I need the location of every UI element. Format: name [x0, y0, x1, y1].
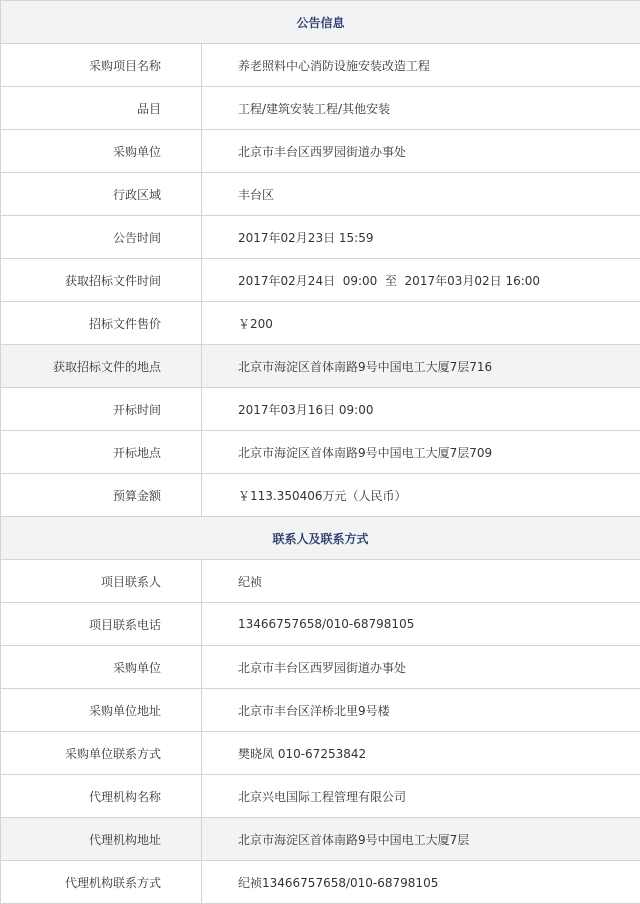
table-row: [1, 603, 640, 646]
table-row: [1, 775, 640, 818]
field-label: 行政区域: [1, 173, 202, 216]
table-row: [1, 431, 640, 474]
table-row: [1, 646, 640, 689]
field-value: 北京市丰台区西罗园街道办事处: [202, 130, 640, 173]
field-value: 纪祯: [202, 560, 640, 603]
table-row: [1, 560, 640, 603]
table-row: [1, 130, 640, 173]
field-label: 代理机构地址: [1, 818, 202, 861]
field-value: 2017年02月23日 15:59: [202, 216, 640, 259]
field-value: 13466757658/010-68798105: [202, 603, 640, 646]
field-value: 丰台区: [202, 173, 640, 216]
table-row: [1, 474, 640, 517]
table-row: [1, 861, 640, 904]
field-value: 樊晓凤 010-67253842: [202, 732, 640, 775]
table-row: [1, 732, 640, 775]
field-label: 获取招标文件的地点: [1, 345, 202, 388]
field-label: 采购项目名称: [1, 44, 202, 87]
field-value: 养老照料中心消防设施安装改造工程: [202, 44, 640, 87]
table-row: [1, 818, 640, 861]
field-value: 北京市丰台区洋桥北里9号楼: [202, 689, 640, 732]
field-value: 纪祯13466757658/010-68798105: [202, 861, 640, 904]
field-value: 2017年03月16日 09:00: [202, 388, 640, 431]
field-value: 北京市海淀区首体南路9号中国电工大厦7层716: [202, 345, 640, 388]
table-row: [1, 302, 640, 345]
table-row: [1, 44, 640, 87]
table-row: [1, 689, 640, 732]
field-label: 采购单位联系方式: [1, 732, 202, 775]
field-label: 采购单位: [1, 646, 202, 689]
field-label: 预算金额: [1, 474, 202, 517]
table-row: [1, 345, 640, 388]
field-label: 代理机构联系方式: [1, 861, 202, 904]
section-title: 公告信息: [1, 1, 640, 44]
field-value: 工程/建筑安装工程/其他安装: [202, 87, 640, 130]
field-label: 项目联系电话: [1, 603, 202, 646]
field-label: 采购单位: [1, 130, 202, 173]
table-row: [1, 173, 640, 216]
field-value: 北京市海淀区首体南路9号中国电工大厦7层709: [202, 431, 640, 474]
field-value: 北京兴电国际工程管理有限公司: [202, 775, 640, 818]
field-value: 北京市丰台区西罗园街道办事处: [202, 646, 640, 689]
field-label: 获取招标文件时间: [1, 259, 202, 302]
field-value: ￥113.350406万元（人民币）: [202, 474, 640, 517]
field-label: 品目: [1, 87, 202, 130]
section-header-contacts: [1, 517, 640, 560]
table-row: [1, 216, 640, 259]
field-label: 开标时间: [1, 388, 202, 431]
field-label: 项目联系人: [1, 560, 202, 603]
field-label: 采购单位地址: [1, 689, 202, 732]
field-value: ￥200: [202, 302, 640, 345]
table-row: [1, 87, 640, 130]
section-title: 联系人及联系方式: [1, 517, 640, 560]
field-label: 代理机构名称: [1, 775, 202, 818]
field-label: 招标文件售价: [1, 302, 202, 345]
field-label: 开标地点: [1, 431, 202, 474]
field-label: 公告时间: [1, 216, 202, 259]
table-row: [1, 259, 640, 302]
field-value: 2017年02月24日 09:00 至 2017年03月02日 16:00: [202, 259, 640, 302]
table-row: [1, 388, 640, 431]
field-value: 北京市海淀区首体南路9号中国电工大厦7层: [202, 818, 640, 861]
section-header-announcement: [1, 1, 640, 44]
